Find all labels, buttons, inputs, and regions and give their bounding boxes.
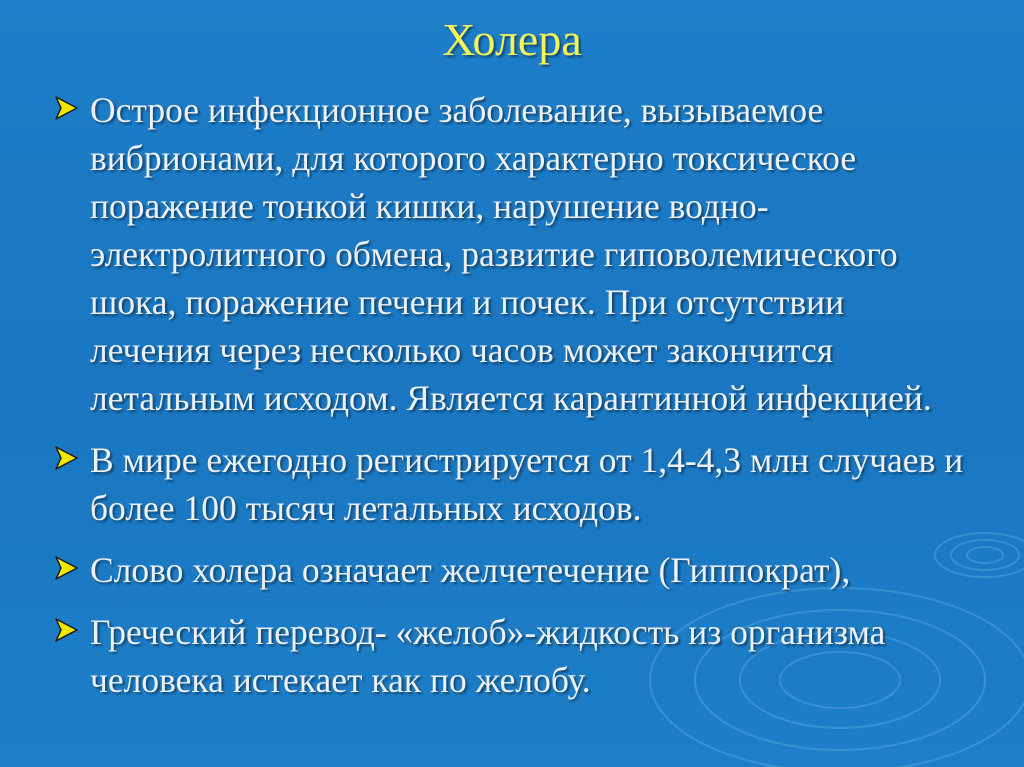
bullet-list — [50, 86, 970, 718]
bullet-text: Греческий перевод- «желоб»-жидкость из организма человека истекает как по желобу. — [90, 612, 886, 700]
arrow-bullet-icon — [50, 614, 82, 646]
arrow-bullet-icon — [50, 442, 82, 474]
bullet-item — [50, 546, 970, 594]
slide-title: Холера — [442, 14, 582, 65]
bullet-item — [50, 86, 970, 422]
arrow-bullet-icon — [50, 92, 82, 124]
bullet-text: Острое инфекционное заболевание, вызываемое вибрионами, для которого характерно токсическое поражение тонкой кишки, нарушение водно-электролитного обмена, развитие гиповолемического шока, поражение печени и почек. При отсутствии лечения через несколько часов может закончится летальным исходом. Является карантинной инфекцией. — [90, 90, 932, 418]
bullet-item — [50, 436, 970, 532]
bullet-text: В мире ежегодно регистрируется от 1,4-4,3 млн случаев и более 100 тысяч летальных исходов. — [90, 440, 964, 528]
bullet-item — [50, 608, 970, 704]
bullet-text: Слово холера означает желчетечение (Гиппократ), — [90, 550, 851, 590]
arrow-bullet-icon — [50, 552, 82, 584]
